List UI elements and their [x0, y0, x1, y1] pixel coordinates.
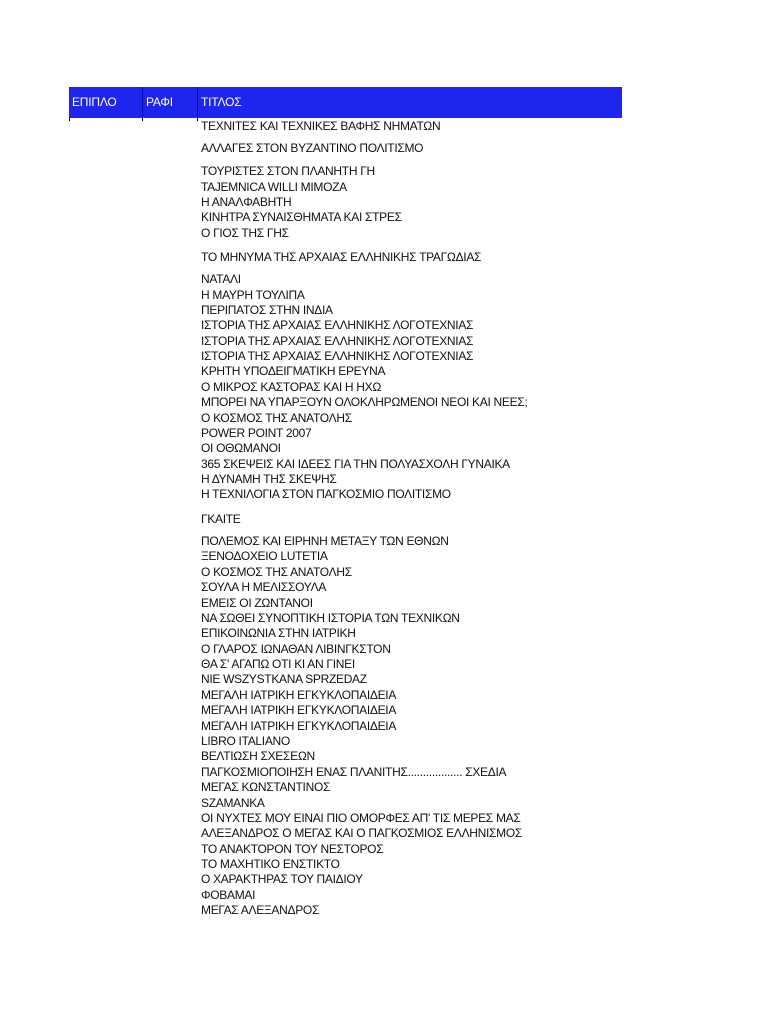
list-item: SZAMANKA [201, 796, 265, 810]
list-item: Η ΜΑΥΡΗ ΤΟΥΛΙΠΑ [201, 288, 305, 302]
list-item: Ο ΓΛΑΡΟΣ ΙΩΝΑΘΑΝ ΛΙΒΙΝΓΚΣΤΟΝ [201, 642, 391, 656]
list-item: ΕΠΙΚΟΙΝΩΝΙΑ ΣΤΗΝ ΙΑΤΡΙΚΗ [201, 626, 356, 640]
list-item: ΙΣΤΟΡΙΑ ΤΗΣ ΑΡΧΑΙΑΣ ΕΛΛΗΝΙΚΗΣ ΛΟΓΟΤΕΧΝΙΑΣ [201, 318, 474, 332]
list-item: ΘΑ Σ' ΑΓΑΠΩ ΟΤΙ ΚΙ ΑΝ ΓΙΝΕΙ [201, 657, 355, 671]
list-item: Ο ΚΟΣΜΟΣ ΤΗΣ ΑΝΑΤΟΛΗΣ [201, 411, 352, 425]
column-header-shelf: ΡΑΦΙ [142, 87, 197, 118]
list-item: ΑΛΕΞΑΝΔΡΟΣ Ο ΜΕΓΑΣ ΚΑΙ Ο ΠΑΓΚΟΣΜΙΟΣ ΕΛΛΗΝΙΣΜΟΣ [201, 826, 523, 840]
list-item: ΠΑΓΚΟΣΜΙΟΠΟΙΗΣΗ ΕΝΑΣ ΠΛΑΝΙΤΗΣ.................. ΣΧΕΔΙΑ [201, 765, 507, 779]
list-item: ΜΠΟΡΕΙ ΝΑ ΥΠΑΡΞΟΥΝ ΟΛΟΚΛΗΡΩΜΕΝΟΙ ΝΕΟΙ ΚΑΙ ΝΕΕΣ; [201, 395, 528, 409]
list-item: Ο ΧΑΡΑΚΤΗΡΑΣ ΤΟΥ ΠΑΙΔΙΟΥ [201, 872, 363, 886]
list-item: ΕΜΕΙΣ ΟΙ ΖΩΝΤΑΝΟΙ [201, 596, 313, 610]
list-item: 365 ΣΚΕΨΕΙΣ ΚΑΙ ΙΔΕΕΣ ΓΙΑ ΤΗΝ ΠΟΛΥΑΣΧΟΛΗ ΓΥΝΑΙΚΑ [201, 457, 510, 471]
list-item: ΟΙ ΝΥΧΤΕΣ ΜΟΥ ΕΙΝΑΙ ΠΙΟ ΟΜΟΡΦΕΣ ΑΠ' ΤΙΣ ΜΕΡΕΣ ΜΑΣ [201, 811, 521, 825]
list-item: ΜΕΓΑΛΗ ΙΑΤΡΙΚΗ ΕΓΚΥΚΛΟΠΑΙΔΕΙΑ [201, 703, 397, 717]
list-item: Ο ΓΙΟΣ ΤΗΣ ΓΗΣ [201, 226, 289, 240]
list-item: ΙΣΤΟΡΙΑ ΤΗΣ ΑΡΧΑΙΑΣ ΕΛΛΗΝΙΚΗΣ ΛΟΓΟΤΕΧΝΙΑΣ [201, 349, 474, 363]
list-item: ΞΕΝΟΔΟΧΕΙΟ LUTETIA [201, 549, 328, 563]
column-divider [197, 118, 198, 121]
list-item: POWER POINT 2007 [201, 426, 312, 440]
list-item: ΟΙ ΟΘΩΜΑΝΟΙ [201, 441, 281, 455]
list-item: ΜΕΓΑΛΗ ΙΑΤΡΙΚΗ ΕΓΚΥΚΛΟΠΑΙΔΕΙΑ [201, 688, 397, 702]
list-item: ΚΙΝΗΤΡΑ ΣΥΝΑΙΣΘΗΜΑΤΑ ΚΑΙ ΣΤΡΕΣ [201, 210, 402, 224]
list-item: ΤΟΥΡΙΣΤΕΣ ΣΤΟΝ ΠΛΑΝΗΤΗ ΓΗ [201, 164, 375, 178]
list-item: ΝΑΤΑΛΙ [201, 272, 241, 286]
list-item: Ο ΜΙΚΡΟΣ ΚΑΣΤΟΡΑΣ ΚΑΙ Η ΗΧΩ [201, 380, 382, 394]
list-item: ΜΕΓΑΣ ΑΛΕΞΑΝΔΡΟΣ [201, 903, 320, 917]
list-item: ΤΟ ΜΗΝΥΜΑ ΤΗΣ ΑΡΧΑΙΑΣ ΕΛΛΗΝΙΚΗΣ ΤΡΑΓΩΔΙΑΣ [201, 250, 482, 264]
column-header-title: ΤΙΤΛΟΣ [197, 87, 622, 118]
column-divider [69, 118, 70, 121]
list-item: Η ΤΕΧΝΙΛΟΓΙΑ ΣΤΟΝ ΠΑΓΚΟΣΜΙΟ ΠΟΛΙΤΙΣΜΟ [201, 487, 451, 501]
list-item: ΚΡΗΤΗ ΥΠΟΔΕΙΓΜΑΤΙΚΗ ΕΡΕΥΝΑ [201, 364, 386, 378]
list-item: ΙΣΤΟΡΙΑ ΤΗΣ ΑΡΧΑΙΑΣ ΕΛΛΗΝΙΚΗΣ ΛΟΓΟΤΕΧΝΙΑΣ [201, 334, 474, 348]
list-item: Η ΑΝΑΛΦΑΒΗΤΗ [201, 195, 292, 209]
list-item: NIE WSZYSTKANA SPRZEDAZ [201, 672, 367, 686]
list-item: Η ΔΥΝΑΜΗ ΤΗΣ ΣΚΕΨΗΣ [201, 472, 337, 486]
list-item: ΓΚΑΙΤΕ [201, 512, 241, 526]
list-item: ΤΟ ΑΝΑΚΤΟΡΟΝ ΤΟΥ ΝΕΣΤΟΡΟΣ [201, 842, 384, 856]
list-item: Ο ΚΟΣΜΟΣ ΤΗΣ ΑΝΑΤΟΛΗΣ [201, 565, 352, 579]
column-header-furniture: ΕΠΙΠΛΟ [72, 95, 117, 109]
list-item: ΣΟΥΛΑ Η ΜΕΛΙΣΣΟΥΛΑ [201, 580, 327, 594]
list-item: ΒΕΛΤΙΩΣΗ ΣΧΕΣΕΩΝ [201, 749, 315, 763]
list-item: ΤΟ ΜΑΧΗΤΙΚΟ ΕΝΣΤΙΚΤΟ [201, 857, 340, 871]
list-item: ΤΕΧΝΙΤΕΣ ΚΑΙ ΤΕΧΝΙΚΕΣ ΒΑΦΗΣ ΝΗΜΑΤΩΝ [201, 119, 441, 133]
list-item: ΜΕΓΑΛΗ ΙΑΤΡΙΚΗ ΕΓΚΥΚΛΟΠΑΙΔΕΙΑ [201, 719, 397, 733]
table-header [69, 87, 622, 118]
list-item: LIBRO ITALIANO [201, 734, 290, 748]
list-item: ΑΛΛΑΓΕΣ ΣΤΟΝ ΒΥΖΑΝΤΙΝΟ ΠΟΛΙΤΙΣΜΟ [201, 141, 424, 155]
list-item: ΦΟΒΑΜΑΙ [201, 888, 256, 902]
list-item: ΝΑ ΣΩΘΕΙ ΣΥΝΟΠΤΙΚΗ ΙΣΤΟΡΙΑ ΤΩΝ ΤΕΧΝΙΚΩΝ [201, 611, 460, 625]
list-item: ΜΕΓΑΣ ΚΩΝΣΤΑΝΤΙΝΟΣ [201, 780, 331, 794]
list-item: TAJEMNICA WILLI MIMOZA [201, 180, 347, 194]
list-item: ΠΟΛΕΜΟΣ ΚΑΙ ΕΙΡΗΝΗ ΜΕΤΑΞΥ ΤΩΝ ΕΘΝΩΝ [201, 534, 449, 548]
list-item: ΠΕΡΙΠΑΤΟΣ ΣΤΗΝ ΙΝΔΙΑ [201, 303, 333, 317]
column-divider [142, 118, 143, 121]
